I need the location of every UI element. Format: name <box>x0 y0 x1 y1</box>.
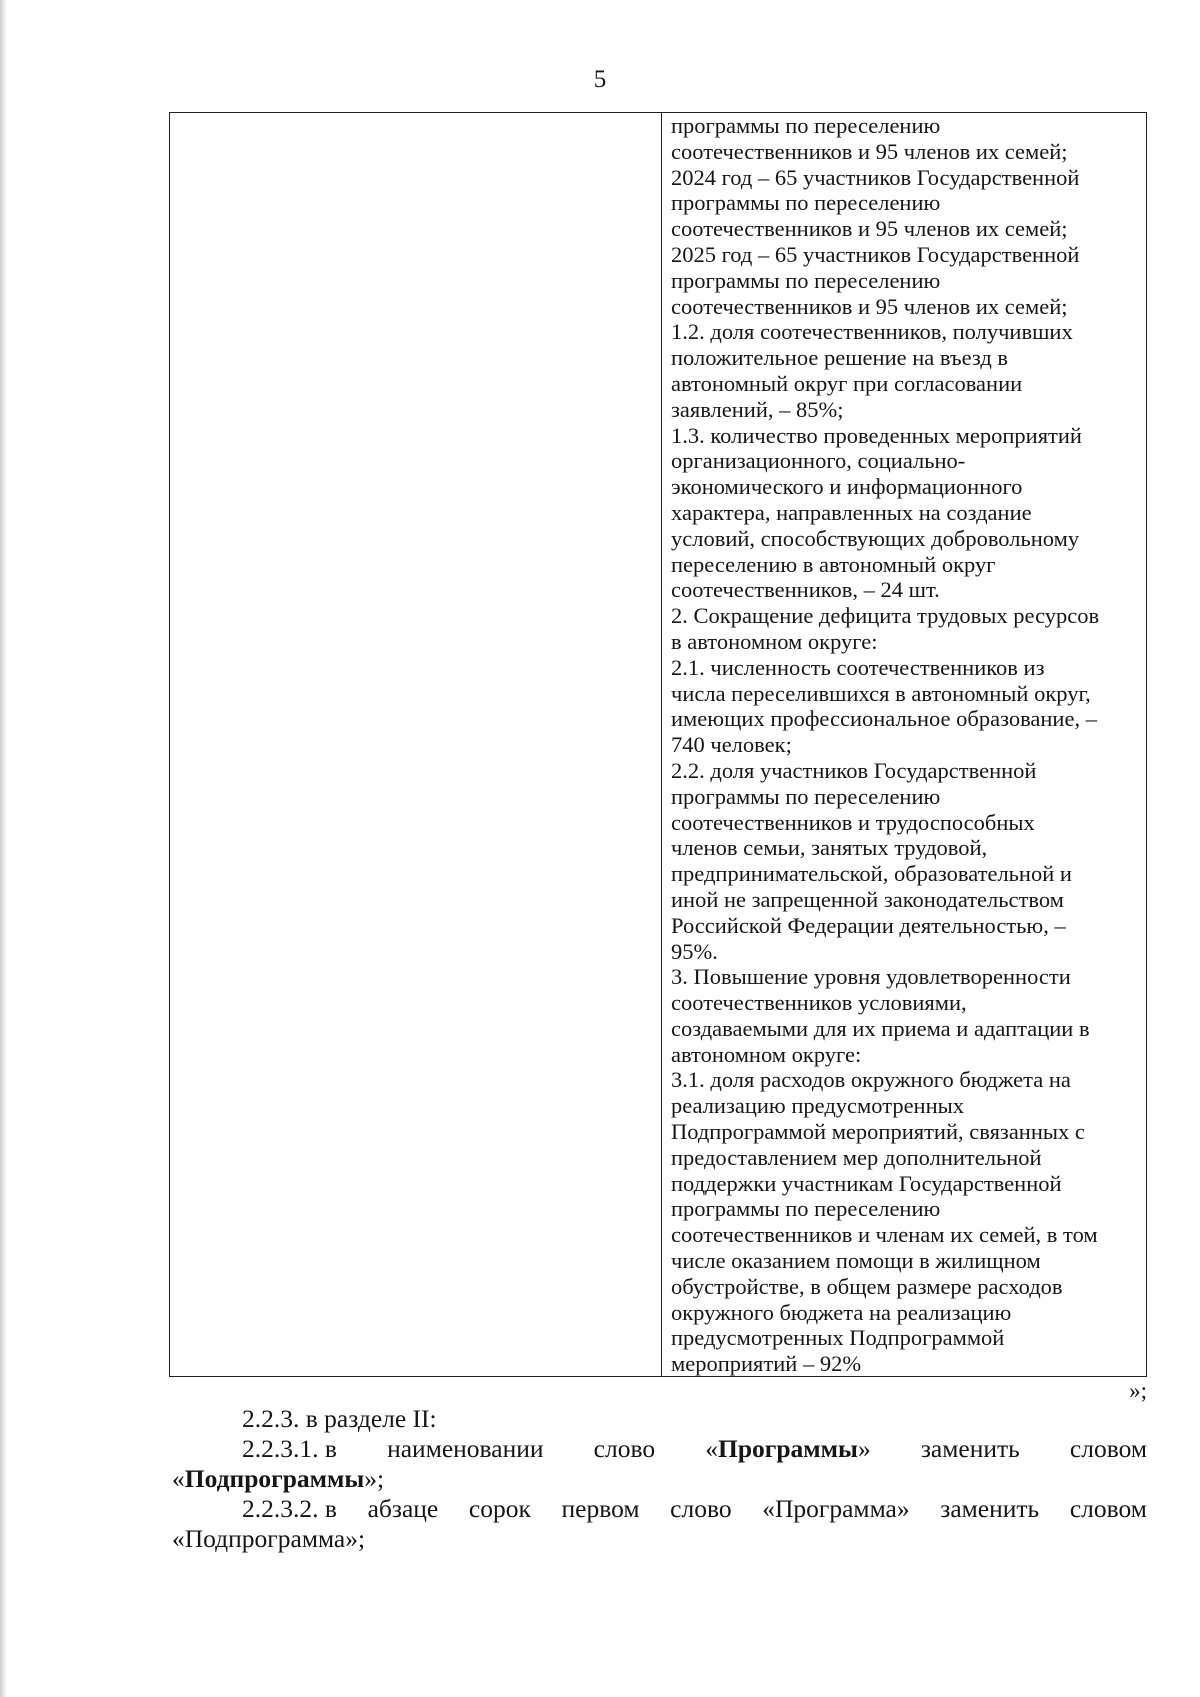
word: наименовании <box>387 1434 544 1463</box>
table-cell-line: обустройстве, в общем размере расходов <box>671 1273 1063 1299</box>
table-cell-line: реализацию предусмотренных <box>671 1093 965 1119</box>
table-cell-line: 2.1. численность соотечественников из <box>671 654 1045 680</box>
amendment-text <box>172 1404 1147 1554</box>
page-edge-shadow <box>0 0 7 1697</box>
table-cell-line: соотечественников условиями, <box>671 990 967 1016</box>
table-cell-line: числа переселившихся в автономный округ, <box>671 680 1091 706</box>
table-right-cell <box>671 113 1141 1376</box>
table-cell-line: мероприятий – 92% <box>671 1351 862 1376</box>
paragraph-text: 2.2.3. в разделе II: <box>242 1404 437 1433</box>
table-cell-line: соотечественников и трудоспособных <box>671 809 1035 835</box>
table-cell-line: автономный округ при согласовании <box>671 370 1023 396</box>
table-cell-line: программы по переселению <box>671 1196 941 1222</box>
table-cell-line: соотечественников и 95 членов их семей; <box>671 293 1068 319</box>
table-cell-line: экономического и информационного <box>671 474 1023 500</box>
quoted-term-program: «Программа» <box>762 1494 910 1523</box>
table-cell-line: переселению в автономный округ <box>671 551 996 577</box>
word: слово <box>670 1494 732 1523</box>
paragraph-2-2-3 <box>172 1404 1147 1434</box>
indicators-table <box>169 112 1147 1377</box>
table-cell-line: 2025 год – 65 участников Государственной <box>671 241 1080 267</box>
closing-quote-mark: »; <box>1129 1378 1147 1403</box>
word: абзаце <box>367 1494 439 1523</box>
item-number: 2.2.3.1. в <box>242 1434 337 1463</box>
table-cell-line: окружного бюджета на реализацию <box>671 1299 1012 1325</box>
table-cell-line: 95%. <box>671 938 718 964</box>
table-cell-line: соотечественников и 95 членов их семей; <box>671 216 1068 242</box>
table-cell-line: положительное решение на въезд в <box>671 345 1009 371</box>
table-cell-line: предпринимательской, образовательной и <box>671 861 1072 887</box>
paragraph-2-2-3-1-line1 <box>172 1434 1147 1464</box>
quoted-term-programs: «Программы» <box>705 1434 871 1463</box>
table-cell-line: соотечественников и членам их семей, в том <box>671 1222 1098 1248</box>
table-cell-line: Подпрограммой мероприятий, связанных с <box>671 1119 1085 1145</box>
table-cell-line: числе оказанием помощи в жилищном <box>671 1248 1041 1274</box>
table-cell-line: 2024 год – 65 участников Государственной <box>671 164 1080 190</box>
table-cell-line: поддержки участникам Государственной <box>671 1170 1062 1196</box>
table-cell-line: программы по переселению <box>671 267 941 293</box>
table-cell-line: предоставлением мер дополнительной <box>671 1144 1042 1170</box>
table-cell-line: в автономном округе: <box>671 628 878 654</box>
table-cell-line: 3. Повышение уровня удовлетворенности <box>671 964 1071 990</box>
word: заменить <box>920 1434 1020 1463</box>
table-cell-line: 2. Сокращение дефицита трудовых ресурсов <box>671 603 1100 629</box>
table-cell-line: заявлений, – 85%; <box>671 396 844 422</box>
table-cell-line: автономном округе: <box>671 1041 862 1067</box>
table-cell-line: Российской Федерации деятельностью, – <box>671 912 1066 938</box>
word: заменить <box>940 1494 1040 1523</box>
table-cell-line: 1.3. количество проведенных мероприятий <box>671 422 1082 448</box>
word: словом <box>1069 1494 1147 1523</box>
word: слово <box>593 1434 656 1463</box>
table-cell-line: членов семьи, занятых трудовой, <box>671 835 988 861</box>
table-cell-line: 740 человек; <box>671 732 792 758</box>
table-cell-line: соотечественников, – 24 шт. <box>671 577 940 603</box>
table-cell-line: имеющих профессиональное образование, – <box>671 706 1097 732</box>
paragraph-2-2-3-2-line1 <box>172 1494 1147 1524</box>
table-column-divider <box>661 113 662 1376</box>
paragraph-2-2-3-2-line2: «Подпрограмма»; <box>172 1524 366 1553</box>
word: сорок <box>468 1494 531 1523</box>
table-cell-line: характера, направленных на создание <box>671 499 1032 525</box>
table-cell-line: 1.2. доля соотечественников, получивших <box>671 319 1073 345</box>
table-cell-line: создаваемыми для их приема и адаптации в <box>671 1015 1090 1041</box>
page-number: 5 <box>593 66 607 93</box>
table-left-cell <box>170 113 661 1376</box>
word: словом <box>1069 1434 1147 1463</box>
paragraph-2-2-3-1-line2: «Подпрограммы»; <box>172 1464 385 1493</box>
item-number: 2.2.3.2. в <box>242 1494 337 1523</box>
word: первом <box>561 1494 640 1523</box>
table-cell-line: условий, способствующих добровольному <box>671 525 1080 551</box>
table-cell-line: иной не запрещенной законодательством <box>671 886 1064 912</box>
quoted-term-subprograms: Подпрограммы <box>184 1464 365 1493</box>
table-cell-line: предусмотренных Подпрограммой <box>671 1325 1005 1351</box>
table-cell-line: программы по переселению <box>671 783 941 809</box>
table-cell-line: соотечественников и 95 членов их семей; <box>671 138 1068 164</box>
table-cell-line: программы по переселению <box>671 190 941 216</box>
table-cell-line: организационного, социально- <box>671 448 966 474</box>
table-cell-line: программы по переселению <box>671 113 941 138</box>
table-cell-line: 2.2. доля участников Государственной <box>671 757 1037 783</box>
table-cell-line: 3.1. доля расходов окружного бюджета на <box>671 1067 1071 1093</box>
